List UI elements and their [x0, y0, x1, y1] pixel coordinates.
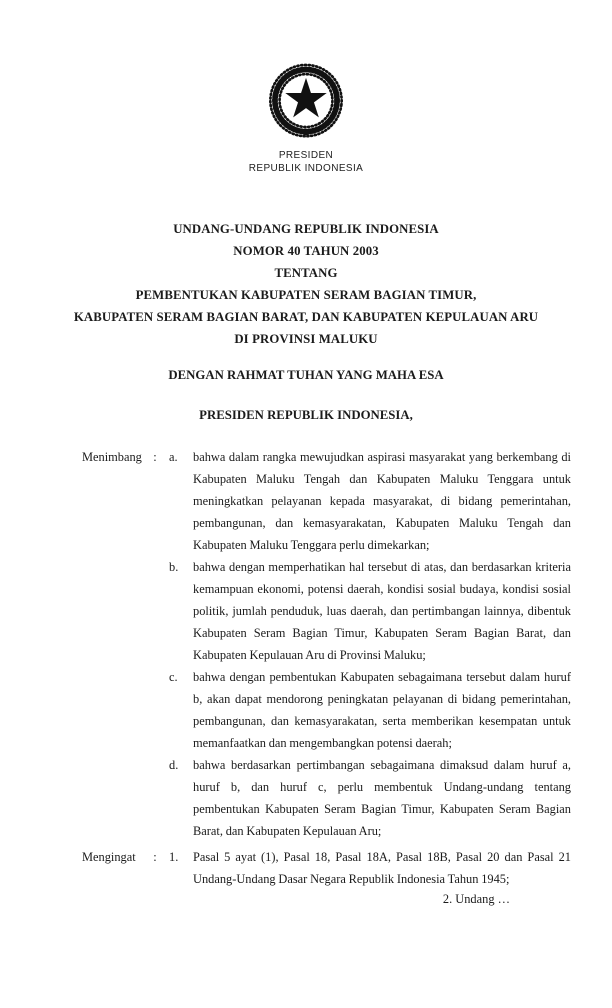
- clause-label: Mengingat: [82, 850, 136, 864]
- mengingat-item-1: [82, 846, 571, 890]
- menimbang-item-d: [82, 754, 571, 842]
- item-text: bahwa dalam rangka mewujudkan aspirasi masyarakat yang berkembang di Kabupaten Maluku Tengah dan Kabupaten Maluku Tenggara untuk meningkatkan pelayanan kepada masyarakat, di bidang pemerintahan, pembangunan, dan kemasyarakatan, Kabupaten Maluku Tengah dan Kabupaten Maluku Tenggara perlu dimekarkan;: [193, 450, 571, 552]
- item-marker: 1.: [169, 850, 179, 864]
- clause-colon: :: [153, 850, 157, 864]
- org-name-line2: REPUBLIK INDONESIA: [248, 162, 364, 174]
- title-line-subject-2: KABUPATEN SERAM BAGIAN BARAT, DAN KABUPATEN KEPULAUAN ARU: [73, 310, 539, 324]
- title-line-subject-1: PEMBENTUKAN KABUPATEN SERAM BAGIAN TIMUR,: [135, 288, 477, 302]
- mengingat-section: [82, 846, 571, 890]
- item-text: bahwa berdasarkan pertimbangan sebagaimana dimaksud dalam huruf a, huruf b, dan huruf c, perlu membentuk Undang-undang tentang pembentukan Kabupaten Seram Bagian Timur, Kabupaten Seram Bagian Barat, dan Kabupaten Kepulauan Aru;: [193, 758, 571, 838]
- item-marker: d.: [169, 758, 179, 772]
- presidential-star-wreath-emblem: [264, 62, 348, 140]
- clause-colon: :: [153, 450, 157, 464]
- item-marker: a.: [169, 450, 178, 464]
- menimbang-item-a: [82, 446, 571, 556]
- page-continuation-catchword: 2. Undang …: [442, 892, 510, 906]
- document-title: [46, 218, 566, 350]
- masthead: [0, 62, 612, 175]
- authority-line: PRESIDEN REPUBLIK INDONESIA,: [199, 408, 413, 422]
- title-line-number: NOMOR 40 TAHUN 2003: [233, 244, 379, 258]
- title-line-subject-3: DI PROVINSI MALUKU: [234, 332, 378, 346]
- menimbang-item-b: [82, 556, 571, 666]
- menimbang-section: [82, 446, 571, 842]
- org-name-line1: PRESIDEN: [278, 150, 334, 161]
- title-line-law-name: UNDANG-UNDANG REPUBLIK INDONESIA: [173, 222, 439, 236]
- item-marker: c.: [169, 670, 178, 684]
- menimbang-item-c: [82, 666, 571, 754]
- item-text: bahwa dengan pembentukan Kabupaten sebagaimana tersebut dalam huruf b, akan dapat mendorong peningkatan pelayanan di bidang pemerintahan, pembangunan, dan kemasyarakatan, serta memberikan kesempatan untuk memanfaatkan dan mengembangkan potensi daerah;: [193, 670, 571, 750]
- clause-label: Menimbang: [82, 450, 142, 464]
- item-marker: b.: [169, 560, 179, 574]
- item-text: Pasal 5 ayat (1), Pasal 18, Pasal 18A, Pasal 18B, Pasal 20 dan Pasal 21 Undang-Undang Dasar Negara Republik Indonesia Tahun 1945;: [193, 850, 571, 886]
- item-text: bahwa dengan memperhatikan hal tersebut di atas, dan berdasarkan kriteria kemampuan ekonomi, potensi daerah, kondisi sosial budaya, kondisi sosial politik, jumlah penduduk, luas daerah, dan pertimbangan lainnya, dibentuk Kabupaten Seram Bagian Timur, Kabupaten Seram Bagian Barat, dan Kabupaten Kepulauan Aru di Provinsi Maluku;: [193, 560, 571, 662]
- invocation-line: DENGAN RAHMAT TUHAN YANG MAHA ESA: [168, 368, 444, 382]
- title-line-tentang: TENTANG: [274, 266, 338, 280]
